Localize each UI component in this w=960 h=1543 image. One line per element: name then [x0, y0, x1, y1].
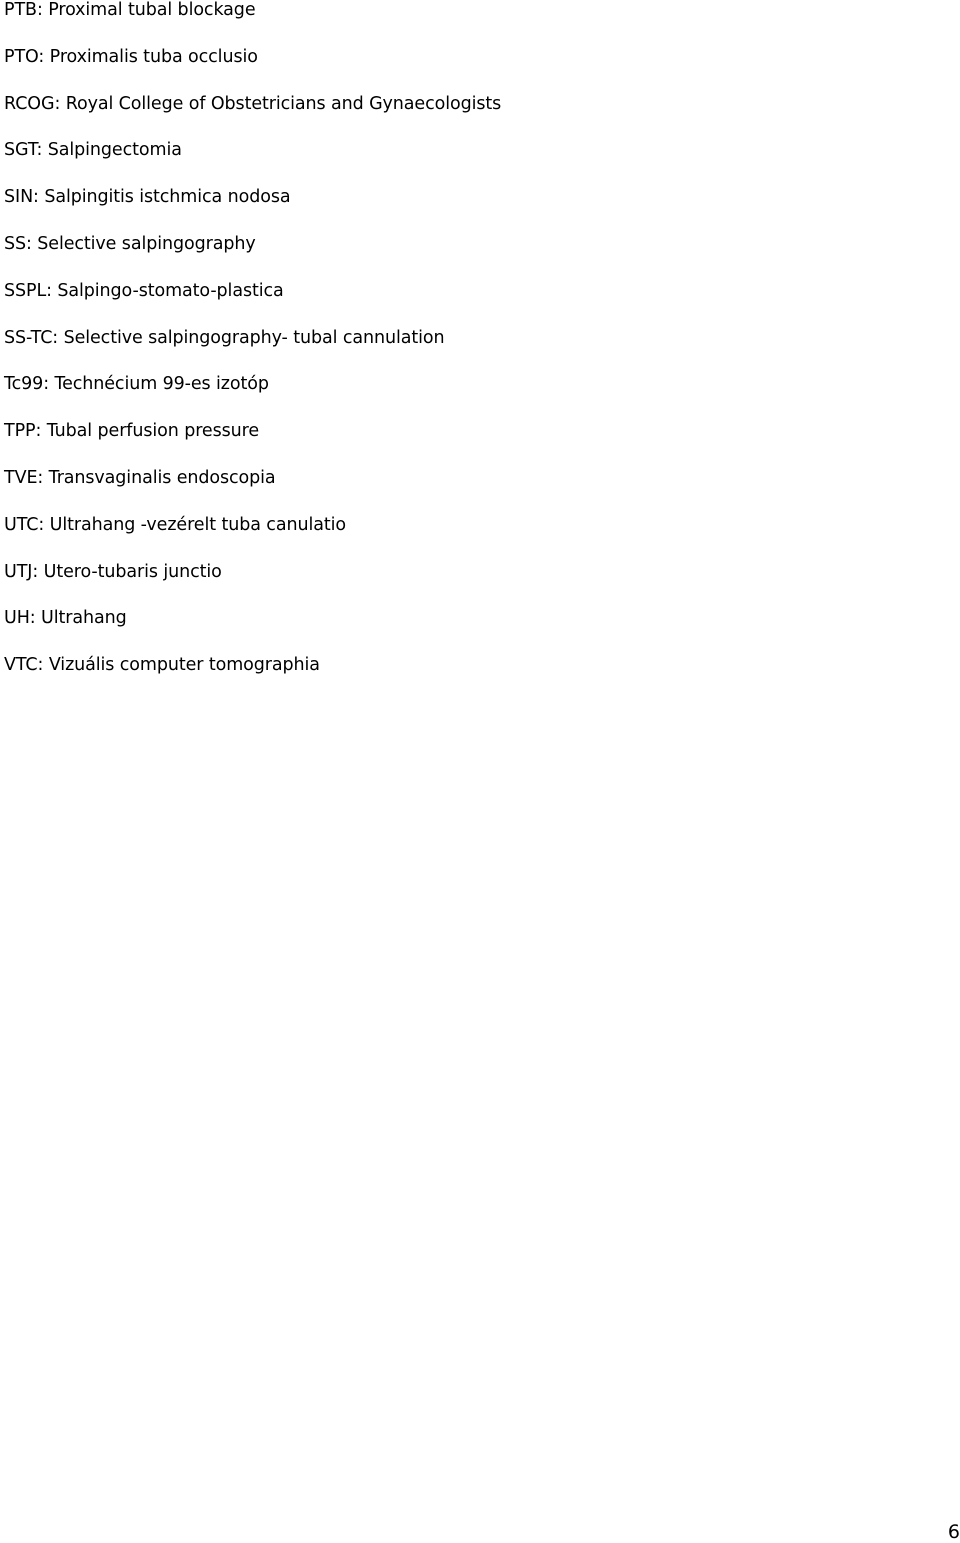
list-item: PTO: Proximalis tuba occlusio — [4, 46, 258, 67]
list-item: SS: Selective salpingography — [4, 233, 256, 254]
list-item: TVE: Transvaginalis endoscopia — [4, 467, 276, 488]
list-item: TPP: Tubal perfusion pressure — [4, 421, 259, 442]
list-item: RCOG: Royal College of Obstetricians and Gynaecologists — [4, 93, 502, 114]
list-item: SIN: Salpingitis istchmica nodosa — [4, 187, 291, 208]
page-number: 6 — [947, 1521, 960, 1543]
list-item: UTJ: Utero-tubaris junctio — [4, 561, 222, 582]
list-item: PTB: Proximal tubal blockage — [4, 0, 256, 20]
list-item: SS-TC: Selective salpingography- tubal cannulation — [4, 327, 445, 348]
list-item: SSPL: Salpingo-stomato-plastica — [4, 280, 284, 301]
list-item: Tc99: Technécium 99-es izotóp — [4, 374, 269, 395]
list-item: UTC: Ultrahang -vezérelt tuba canulatio — [4, 514, 346, 535]
list-item: SGT: Salpingectomia — [4, 140, 182, 161]
list-item: UH: Ultrahang — [4, 608, 127, 629]
list-item: VTC: Vizuális computer tomographia — [4, 655, 320, 676]
abbreviation-list — [4, 0, 501, 702]
